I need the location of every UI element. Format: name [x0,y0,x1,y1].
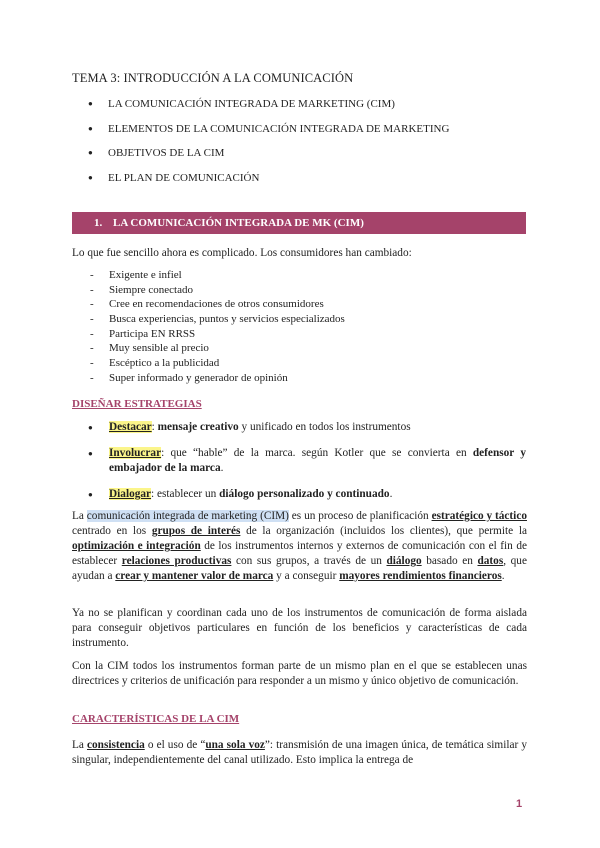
strategy-text: : [151,421,158,433]
strategy-term: Destacar [109,421,152,433]
characteristics-paragraph [72,738,527,768]
toc-item: ● LA COMUNICACIÓN INTEGRADA DE MARKETING (CIM) [88,97,449,122]
strategy-rest: . [220,462,224,474]
list-item: - Siempre conectado [88,283,345,298]
text-run: o el uso de “ [144,739,206,751]
strategy-item [88,487,526,502]
list-item: - Super informado y generador de opinión [88,371,345,386]
consumer-traits-list [88,268,345,386]
section-heading-bar [72,212,526,234]
list-item: - Exigente e infiel [88,268,345,283]
keyword: grupos de interés [151,525,241,537]
strategy-text: : establecer un [151,488,220,500]
cim-term: comunicación integrada de marketing (CIM) [86,510,289,522]
text-run: es un proceso de planificación [288,510,432,522]
list-item: - Participa EN RRSS [88,327,345,342]
document-title: TEMA 3: INTRODUCCIÓN A LA COMUNICACIÓN [72,71,354,85]
characteristics-heading: CARACTERÍSTICAS DE LA CIM [72,713,240,725]
text-run: . [501,570,505,582]
text-run: La [72,739,87,751]
table-of-contents [88,97,449,195]
list-item: - Escéptico a la publicidad [88,356,345,371]
text-run: y a conseguir [273,570,340,582]
keyword: crear y mantener valor de marca [115,570,274,582]
paragraph: Con la CIM todos los instrumentos forman parte de un mismo plan en el que se establecen unas directrices y criterios de unificación para responder a un mismo y único objetivo de comunicación. [72,660,527,687]
cim-definition-paragraph [72,509,527,584]
keyword: consistencia [87,739,145,751]
paragraph: Ya no se planifican y coordinan cada uno de los instrumentos de comunicación de forma aislada para conseguir objetivos particulares en función de los beneficios y características de cada instrumento. [72,607,527,649]
toc-item: ● OBJETIVOS DE LA CIM [88,146,449,171]
toc-item: ● ELEMENTOS DE LA COMUNICACIÓN INTEGRADA DE MARKETING [88,122,449,147]
text-run: de los instrumentos internos y externos de comunicación con el fin de establecer [72,540,527,567]
intro-paragraph: Lo que fue sencillo ahora es complicado. Los consumidores han cambiado: [72,247,412,259]
keyword: optimización e integración [72,540,201,552]
section-title: LA COMUNICACIÓN INTEGRADA DE MK (CIM) [113,217,364,229]
strategy-term: Dialogar [109,488,152,500]
strategy-bold: mensaje creativo [157,421,239,433]
strategies-heading: DISEÑAR ESTRATEGIAS [72,398,202,410]
strategy-text: : que “hable” de la marca. según Kotler que se convierta en [161,447,473,459]
keyword: mayores rendimientos financieros [339,570,502,582]
strategy-rest: . [389,488,393,500]
text-run: de la organización (incluidos los clientes), que permite la [240,525,527,537]
strategy-bold: defensor y embajador de la marca [109,447,526,474]
list-item: - Cree en recomendaciones de otros consumidores [88,297,345,312]
page-number: 1 [516,798,523,810]
strategy-item [88,446,526,476]
list-item: - Busca experiencias, puntos y servicios especializados [88,312,345,327]
text-run: con sus grupos, a través de un [231,555,387,567]
keyword: una sola voz [205,739,265,751]
strategies-list [88,420,526,502]
text-run: centrado en los [72,525,152,537]
strategy-term: Involucrar [109,447,162,459]
strategy-bold: diálogo personalizado y continuado [219,488,390,500]
strategy-item [88,420,526,435]
keyword: estratégico y táctico [431,510,527,522]
text-run: basado en [421,555,478,567]
section-number: 1. [94,217,103,229]
keyword: diálogo [386,555,422,567]
keyword: relaciones productivas [121,555,232,567]
text-run: ”: transmisión de una imagen única, de temática similar y singular, independientemente del canal utilizado. Esto implica la entrega de [72,739,527,766]
text-run: La [72,510,87,522]
text-run: , que ayudan a [72,555,527,582]
strategy-rest: y unificado en todos los instrumentos [238,421,411,433]
list-item: - Muy sensible al precio [88,341,345,356]
keyword: datos [477,555,504,567]
toc-item: ● EL PLAN DE COMUNICACIÓN [88,171,449,196]
